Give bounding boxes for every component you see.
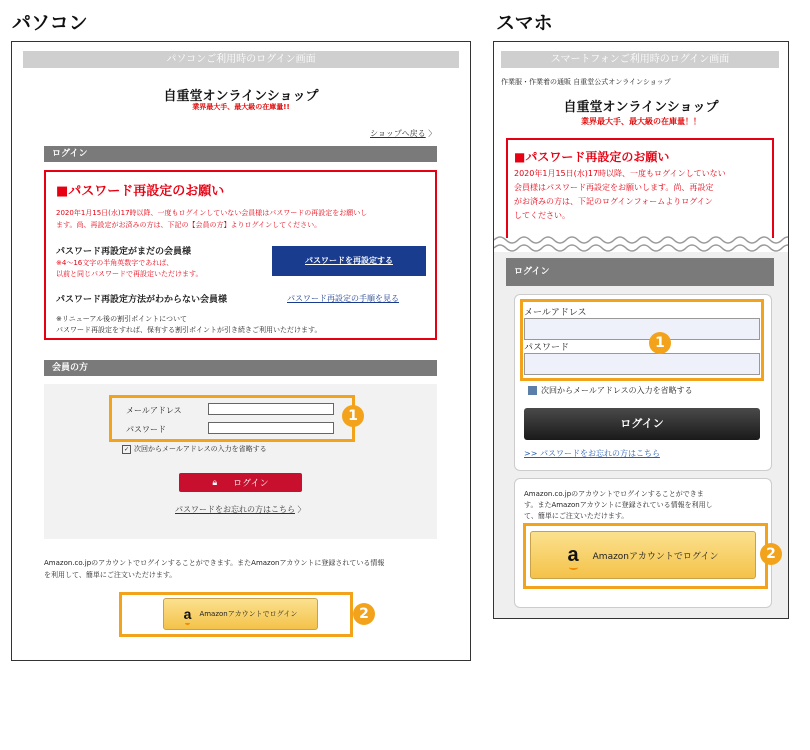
pc-skip-email-label: 次回からメールアドレスの入力を省略する [134, 445, 267, 453]
pc-amazon-button-label: Amazonアカウントでログイン [199, 610, 298, 618]
pc-email-input[interactable] [208, 403, 334, 415]
pc-email-label: メールアドレス [126, 406, 182, 415]
pc-forgot-password-link[interactable] [175, 504, 306, 515]
sp-notice-line1: 2020年1月15日(水)17時以降、一度もログインしていない [514, 169, 726, 178]
pc-amazon-text1: Amazon.co.jpのアカウントでログインすることができます。またAmazonアカウントに登録されている情報 [44, 559, 385, 567]
sp-screenshot-frame [493, 41, 789, 619]
pc-renewal-note2: パスワード再設定をすれば、保有する割引ポイントが引き続きご利用いただけます。 [56, 326, 322, 334]
sp-notice-line2: 会員様はパスワード再設定をお願いします。尚、再設定 [514, 183, 714, 192]
pc-amazon-text2: を利用して、簡単にご注文いただけます。 [44, 571, 177, 579]
sp-amazon-text3: て、簡単にご注文いただけます。 [524, 512, 629, 520]
chevron-right-icon: 〉 [428, 129, 437, 138]
sp-badge-2: 2 [760, 543, 782, 565]
sp-notice-line3: がお済みの方は、下記のログインフォームよりログイン [514, 197, 713, 206]
pc-not-reset-note1: ※4～16文字の半角英数字であれば、 [56, 259, 174, 267]
pc-screenshot-frame [11, 41, 471, 661]
pc-back-link-label: ショップへ戻る [370, 129, 426, 138]
sp-shop-sub: 業界最大手、最大級の在庫量！！ [581, 117, 701, 126]
pc-shop-name: 自重堂オンラインショップ [163, 89, 319, 104]
sp-forgot-password-link[interactable]: >> パスワードをお忘れの方はこちら [524, 449, 660, 458]
sp-notice-title: ■パスワード再設定のお願い [514, 150, 670, 164]
sp-header-bar: スマートフォンご利用時のログイン画面 [501, 51, 779, 68]
sp-skip-email-label: 次回からメールアドレスの入力を省略する [541, 386, 693, 395]
sp-amazon-button-label: Amazonアカウントでログイン [592, 551, 719, 562]
pc-renewal-note1: ※リニューアル後の割引ポイントについて [56, 315, 187, 323]
checkbox-icon[interactable]: ✓ [123, 445, 130, 453]
amazon-logo-icon: a [183, 606, 192, 622]
sp-password-label: パスワード [524, 343, 570, 353]
pc-login-button[interactable] [179, 473, 302, 492]
pc-back-to-shop-link[interactable] [370, 128, 436, 139]
sp-amazon-text1: Amazon.co.jpのアカウントでログインすることができま [524, 490, 704, 498]
pc-notice-line2: ます。尚、再設定がお済みの方は、下記の【会員の方】よりログインしてください。 [56, 221, 322, 229]
checkbox-icon[interactable] [528, 386, 537, 395]
pc-badge-1: 1 [342, 405, 364, 427]
pc-reset-password-button[interactable]: パスワードを再設定する [272, 246, 426, 276]
pc-notice-line1: 2020年1月15日(水)17時以降、一度もログインしていない会員様はパスワードの再設定をお願いし [56, 209, 368, 217]
pc-password-input[interactable] [208, 422, 334, 434]
lock-icon: 🔒︎ [212, 477, 218, 488]
pc-member-bar: 会員の方 [44, 360, 437, 376]
sp-login-bar: ログイン [506, 258, 774, 286]
pc-notice-title: ■パスワード再設定のお願い [56, 184, 225, 199]
pc-reset-procedure-link[interactable]: パスワード再設定の手順を見る [287, 294, 399, 303]
chevron-right-icon: 〉 [297, 505, 306, 514]
pc-section-label: パソコン [12, 12, 88, 34]
pc-password-label: パスワード [126, 425, 166, 434]
pc-shop-sub: 業界最大手、最大級の在庫量!! [192, 103, 290, 111]
pc-password-notice [44, 170, 437, 340]
sp-email-input[interactable] [524, 318, 760, 340]
pc-login-button-label: ログイン [233, 479, 269, 489]
sp-badge-1: 1 [649, 332, 671, 354]
sp-email-label: メールアドレス [524, 308, 587, 318]
pc-skip-email-option[interactable] [122, 444, 267, 454]
sp-notice-line4: してください。 [514, 211, 570, 220]
pc-header-bar: パソコンご利用時のログイン画面 [23, 51, 459, 68]
sp-section-label: スマホ [496, 12, 553, 34]
pc-login-bar: ログイン [44, 146, 437, 162]
sp-amazon-login-button[interactable] [530, 531, 756, 579]
sp-shop-name: 自重堂オンラインショップ [563, 100, 719, 115]
pc-unknown-title: パスワード再設定方法がわからない会員様 [56, 295, 228, 305]
pc-forgot-label: パスワードをお忘れの方はこちら [175, 505, 295, 514]
pc-not-reset-title: パスワード再設定がまだの会員様 [56, 247, 192, 257]
pc-amazon-login-button[interactable] [163, 598, 318, 630]
sp-amazon-text2: す。またAmazonアカウントに登録されている情報を利用し [524, 501, 713, 509]
pc-badge-2: 2 [353, 603, 375, 625]
amazon-logo-icon: a [567, 543, 579, 566]
sp-login-button[interactable]: ログイン [524, 408, 760, 440]
sp-skip-email-option[interactable] [528, 385, 693, 396]
sp-site-caption: 作業服・作業着の通販 自重堂公式オンラインショップ [501, 78, 671, 86]
sp-password-input[interactable] [524, 353, 760, 375]
pc-not-reset-note2: 以前と同じパスワードで再設定いただけます。 [56, 270, 203, 278]
